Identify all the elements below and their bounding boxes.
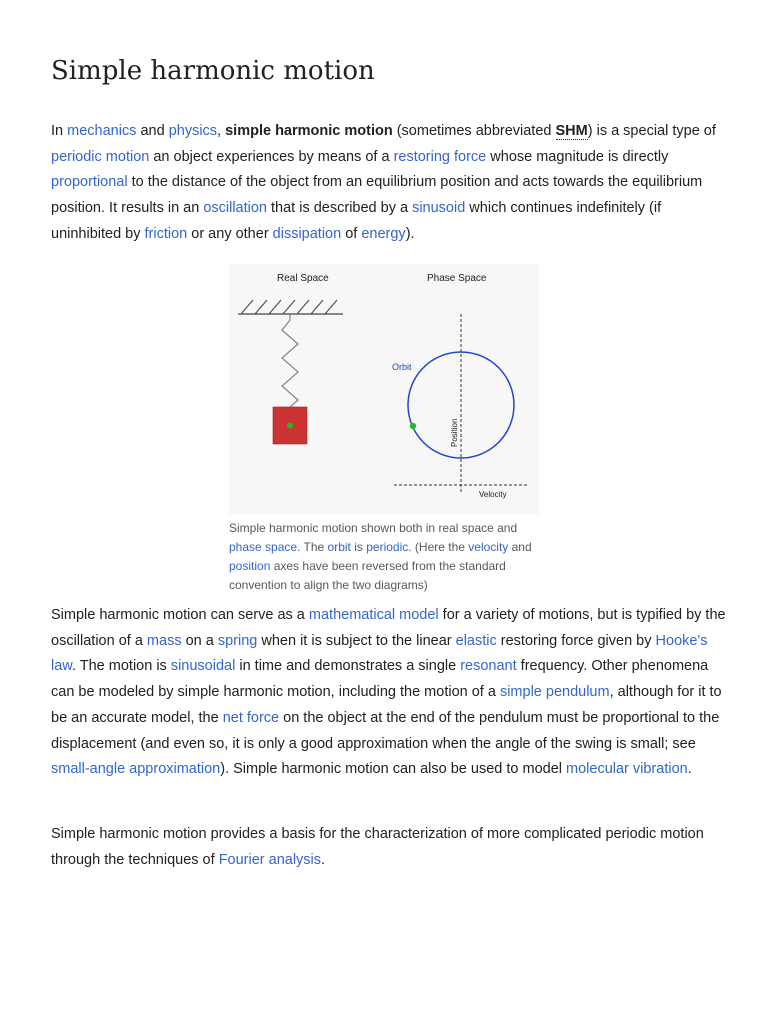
shm-diagram [229,264,539,514]
shm-figure [229,264,539,514]
velocity-axis-label: Velocity [479,490,507,499]
abbreviation-shm[interactable]: SHM [555,123,588,139]
link-friction[interactable]: friction [144,225,188,242]
mass-dot [287,423,293,429]
position-axis-label: Position [450,418,459,447]
models-paragraph: Simple harmonic motion can serve as a mathematical model for a variety of motions, but is typified by the oscillation of a mass on a spring when it is subject to the linear elastic restoring force given by Hooke's law. The motion is sinusoidal in time and demonstrates a single resonant frequency. Other phenomena can be modeled by simple harmonic motion, including the motion of a simple pendulum, although for it to be an accurate model, the net force on the object at the end of the pendulum must be proportional to the displacement (and even so, it is only a good approximation when the angle of the swing is small; see small-angle approximation). Simple harmonic motion can also be used to model molecular vibration. [51,607,726,778]
link-mass[interactable]: mass [146,632,182,649]
bold-term: simple harmonic motion [225,123,393,139]
ceiling-hatch [241,300,337,314]
link-net-force[interactable]: net force [222,709,280,726]
link-sinusoidal[interactable]: sinusoidal [170,658,236,675]
link-restoring-force[interactable]: restoring force [393,148,487,165]
link-velocity[interactable]: velocity [468,540,509,554]
phase-point [410,423,416,429]
link-hooke-s-law[interactable]: Hooke's law [51,632,708,675]
link-sinusoid[interactable]: sinusoid [412,200,466,217]
link-energy[interactable]: energy [361,225,406,242]
link-simple-pendulum[interactable]: simple pendulum [499,684,610,701]
link-elastic[interactable]: elastic [455,632,497,649]
link-mathematical-model[interactable]: mathematical model [308,607,439,623]
figure-caption: Simple harmonic motion shown both in real space and phase space. The orbit is periodic. (Here the velocity and position axes have been reversed from the standard convention to align the two diagrams) [229,521,532,592]
fourier-paragraph: Simple harmonic motion provides a basis for the characterization of more complicated periodic motion through the techniques of Fourier analysis. [51,826,704,868]
link-small-angle-approximation[interactable]: small-angle approximation [51,761,221,778]
link-phase-space[interactable]: phase space [229,540,298,554]
orbit-label: Orbit [392,362,412,372]
link-resonant[interactable]: resonant [460,658,517,675]
link-dissipation[interactable]: dissipation [272,225,342,242]
link-proportional[interactable]: proportional [51,174,128,191]
intro-paragraph: In mechanics and physics, simple harmonic motion (sometimes abbreviated SHM) is a special type of periodic motion an object experiences by means of a restoring force whose magnitude is directly proportional to the distance of the object from an equilibrium position and acts towards the equilibrium position. It results in an oscillation that is described by a sinusoid which continues indefinitely (if uninhibited by friction or any other dissipation of energy). [51,123,716,242]
link-mechanics[interactable]: mechanics [67,123,137,139]
link-oscillation[interactable]: oscillation [203,200,267,217]
link-physics[interactable]: physics [168,123,218,139]
link-periodic-motion[interactable]: periodic motion [51,148,150,165]
page-title: Simple harmonic motion [51,56,375,86]
link-position[interactable]: position [229,559,271,573]
real-space-label: Real Space [277,273,329,284]
phase-space-label: Phase Space [427,273,487,284]
link-spring[interactable]: spring [217,632,258,649]
spring [282,314,298,407]
link-periodic[interactable]: periodic [366,540,409,554]
link-molecular-vibration[interactable]: molecular vibration [566,761,688,778]
link-fourier-analysis[interactable]: Fourier analysis [218,851,322,868]
link-orbit[interactable]: orbit [327,540,351,554]
